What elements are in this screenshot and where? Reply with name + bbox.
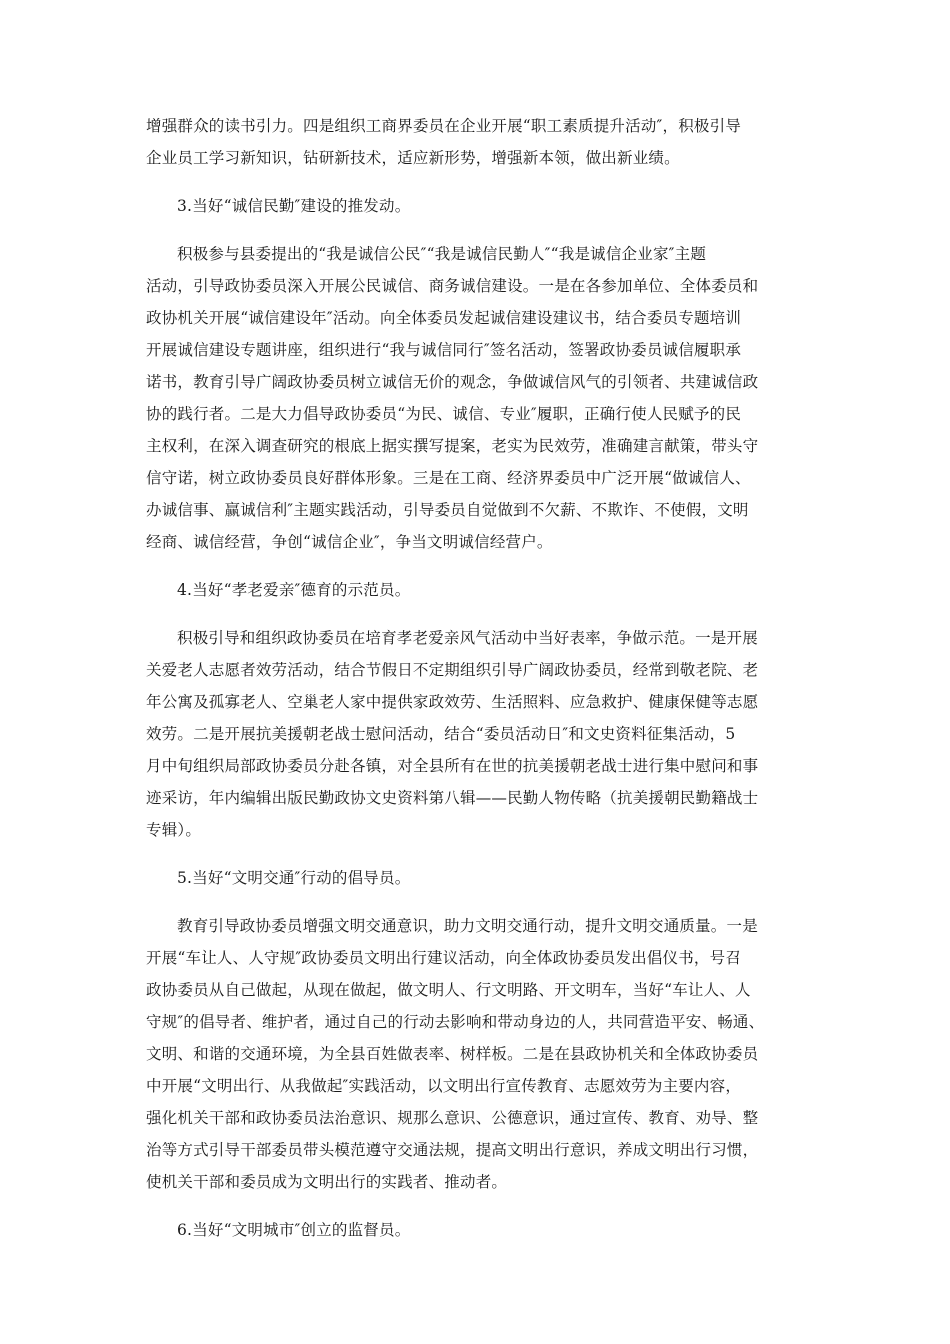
text-line: 效劳。二是开展抗美援朝老战士慰问活动，结合“委员活动日″和文史资料征集活动，5 (146, 725, 736, 743)
text-line: 开展“车让人、人守规″政协委员文明出行建议活动，向全体政协委员发出倡仪书，号召 (146, 949, 742, 967)
text-line: 经商、诚信经营，争创“诚信企业″，争当文明诚信经营户。 (146, 533, 553, 551)
text-line: 关爱老人志愿者效劳活动，结合节假日不定期组织引导广阔政协委员，经常到敬老院、老 (146, 661, 759, 679)
text-line: 教育引导政协委员增强文明交通意识，助力文明交通行动，提升文明交通质量。一是 (177, 917, 758, 935)
text-line: 信守诺，树立政协委员良好群体形象。三是在工商、经济界委员中广泛开展“做诚信人、 (146, 469, 751, 487)
text-line: 开展诚信建设专题讲座，组织进行“我与诚信同行″签名活动，签署政协委员诚信履职承 (146, 341, 742, 359)
heading-text: 3.当好“诚信民勤″建设的推发动。 (177, 197, 411, 215)
section-heading-3 (146, 190, 806, 222)
text-line: 办诚信事、赢诚信利″主题实践活动，引导委员自觉做到不欠薪、不欺诈、不使假，文明 (146, 501, 749, 519)
text-line: 迹采访，年内编辑出版民勤政协文史资料第八辑——民勤人物传略（抗美援朝民勤籍战士 (146, 789, 759, 807)
paragraph-filial-piety (146, 622, 806, 846)
text-line: 积极引导和组织政协委员在培育孝老爱亲风气活动中当好表率，争做示范。一是开展 (177, 629, 758, 647)
text-line: 诺书，教育引导广阔政协委员树立诚信无价的观念，争做诚信风气的引领者、共建诚信政 (146, 373, 759, 391)
text-line: 月中旬组织局部政协委员分赴各镇，对全县所有在世的抗美援朝老战士进行集中慰问和事 (146, 757, 759, 775)
paragraph-continuation (146, 110, 806, 174)
section-heading-4 (146, 574, 806, 606)
section-heading-5 (146, 862, 806, 894)
paragraph-integrity (146, 238, 806, 558)
text-line: 企业员工学习新知识，钻研新技术，适应新形势，增强新本领，做出新业绩。 (146, 149, 680, 167)
text-line: 专辑）。 (146, 821, 202, 839)
text-line: 年公寓及孤寡老人、空巢老人家中提供家政效劳、生活照料、应急救护、健康保健等志愿 (146, 693, 759, 711)
section-heading-6 (146, 1214, 806, 1246)
document-body (146, 110, 806, 1246)
text-line: 文明、和谐的交通环境，为全县百姓做表率、树样板。二是在县政协机关和全体政协委员 (146, 1045, 759, 1063)
paragraph-civil-traffic (146, 910, 806, 1198)
text-line: 使机关干部和委员成为文明出行的实践者、推动者。 (146, 1173, 508, 1191)
heading-text: 5.当好“文明交通″行动的倡导员。 (177, 869, 411, 887)
text-line: 守规″的倡导者、维护者，通过自己的行动去影响和带动身边的人，共同营造平安、畅通、 (146, 1013, 765, 1031)
heading-text: 6.当好“文明城市″创立的监督员。 (177, 1221, 411, 1239)
text-line: 政协机关开展“诚信建设年″活动。向全体委员发起诚信建设建议书，结合委员专题培训 (146, 309, 742, 327)
text-line: 政协委员从自己做起，从现在做起，做文明人、行文明路、开文明车，当好“车让人、人 (146, 981, 751, 999)
text-line: 主权利，在深入调查研究的根底上据实撰写提案，老实为民效劳，准确建言献策，带头守 (146, 437, 759, 455)
text-line: 积极参与县委提出的“我是诚信公民″“我是诚信民勤人″“我是诚信企业家″主题 (177, 245, 707, 263)
text-line: 治等方式引导干部委员带头模范遵守交通法规，提高文明出行意识，养成文明出行习惯， (146, 1141, 759, 1159)
text-line: 协的践行者。二是大力倡导政协委员“为民、诚信、专业″履职，正确行使人民赋予的民 (146, 405, 742, 423)
text-line: 增强群众的读书引力。四是组织工商界委员在企业开展“职工素质提升活动″，积极引导 (146, 117, 742, 135)
heading-text: 4.当好“孝老爱亲″德育的示范员。 (177, 581, 411, 599)
text-line: 强化机关干部和政协委员法治意识、规那么意识、公德意识，通过宣传、教育、劝导、整 (146, 1109, 759, 1127)
text-line: 中开展“文明出行、从我做起″实践活动，以文明出行宣传教育、志愿效劳为主要内容， (146, 1077, 742, 1095)
text-line: 活动，引导政协委员深入开展公民诚信、商务诚信建设。一是在各参加单位、全体委员和 (146, 277, 759, 295)
